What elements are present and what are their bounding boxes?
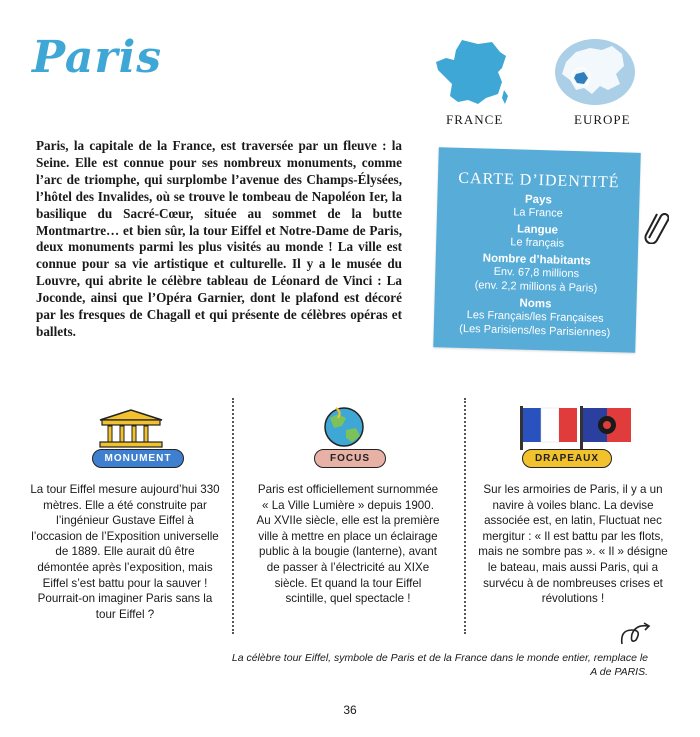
page-number: 36 bbox=[343, 703, 357, 717]
column-divider bbox=[232, 398, 234, 634]
noms-paris-value: (Les Parisiens/les Parisiennes) bbox=[459, 322, 611, 340]
pays-value: La France bbox=[513, 206, 563, 220]
intro-paragraph: Paris, la capitale de la France, est traversée par un fleuve : la Seine. Elle est connue pour ses nombreux monuments, comme l’arc de triomphe, qui surplombe l’avenue des Champs-Élysées, l’hôtel des Invalides, où se trouve le tombeau de Napoléon Ier, la basilique du Sacré-Cœur, située au sommet de la butte Montmartre… et bien sûr, la tour Eiffel et Notre-Dame de Paris, deux monuments parmi les plus visités au monde ! La ville est connue pour sa vie artistique et culturelle. Il y a le musée du Louvre, qui abrite le célèbre tableau de Léonard de Vinci : La Joconde, ainsi que l’Opéra Garnier, dont le plafond est décoré par les fresques de Chagall et qui présente de célèbres opéras et ballets. bbox=[36, 138, 402, 339]
monument-badge: MONUMENT bbox=[92, 449, 184, 468]
drapeaux-text: Sur les armoiries de Paris, il y a un navire à voiles blanc. La devise associée est, en latin, Fluctuat nec mergitur : « Il est battu par les flots, mais ne sombre pas ». « Il » désigne le bateau, mais aussi Paris, qui a survécu à de nombreuses crises et révolutions ! bbox=[478, 483, 668, 606]
langue-label: Langue bbox=[516, 223, 559, 237]
paperclip-icon bbox=[643, 208, 669, 244]
photo-caption: La célèbre tour Eiffel, symbole de Paris et de la France dans le monde entier, remplace le A de PARIS. bbox=[231, 652, 648, 678]
habitants-paris-value: (env. 2,2 millions à Paris) bbox=[474, 279, 598, 295]
monument-icon bbox=[96, 408, 166, 448]
globe-icon bbox=[316, 406, 372, 448]
habitants-value: Env. 67,8 millions bbox=[493, 265, 580, 281]
europe-map-icon bbox=[550, 34, 640, 110]
page-title: Paris bbox=[32, 32, 163, 83]
langue-value: Le français bbox=[510, 236, 565, 250]
pays-label: Pays bbox=[524, 193, 552, 207]
curved-arrow-icon bbox=[618, 622, 652, 648]
focus-badge: FOCUS bbox=[314, 449, 386, 468]
france-map-icon bbox=[432, 38, 512, 106]
noms-value: Les Français/les Françaises bbox=[466, 309, 604, 325]
noms-label: Noms bbox=[519, 297, 552, 311]
identity-card-title: CARTE D’IDENTITÉ bbox=[458, 169, 620, 192]
focus-text: Paris est officiellement surnommée « La Ville Lumière » depuis 1900. Au XVIIe siècle, elle est la première ville à mettre en place un éclairage public à la bougie (lanterne), avant de passer à l’électricité au XIXe siècle. Et quand la tour Eiffel scintille, quel spectacle ! bbox=[256, 483, 440, 606]
france-label: FRANCE bbox=[446, 112, 504, 127]
europe-label: EUROPE bbox=[574, 112, 631, 127]
column-divider bbox=[464, 398, 466, 634]
drapeaux-badge: DRAPEAUX bbox=[522, 449, 612, 468]
monument-text: La tour Eiffel mesure aujourd’hui 330 mètres. Elle a été construite par l’ingénieur Gustave Eiffel à l’occasion de l’Exposition universelle de 1889. Elle aurait dû être démontée après l’exposition, mais Eiffel s’est battu pour la sauver ! Pourrait-on imaginer Paris sans la tour Eiffel ? bbox=[30, 483, 220, 621]
flags-icon bbox=[518, 404, 642, 450]
identity-card bbox=[433, 147, 641, 353]
habitants-label: Nombre d’habitants bbox=[482, 252, 591, 268]
